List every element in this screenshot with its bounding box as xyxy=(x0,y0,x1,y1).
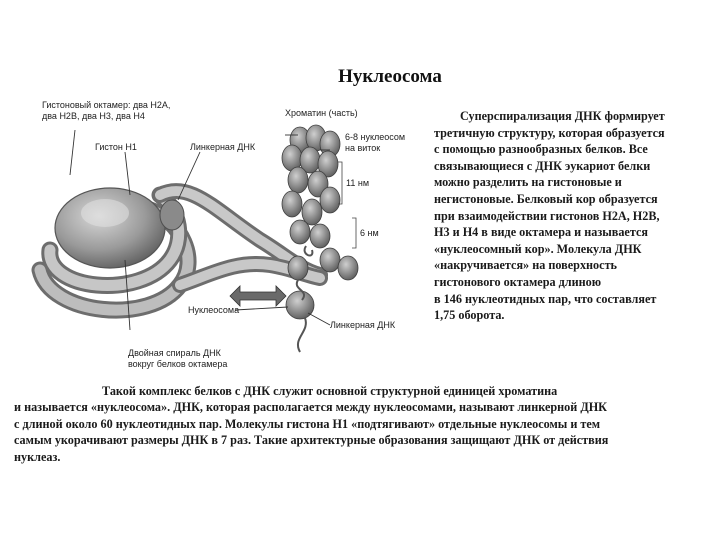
label-double-helix: Двойная спираль ДНК вокруг белков октамера xyxy=(128,348,228,369)
side-line: гистонового октамера длиною xyxy=(434,274,602,289)
side-line: при взаимодействии гистонов Н2А, Н2В, xyxy=(434,208,660,223)
label-linker-dna-bottom: Линкерная ДНК xyxy=(330,320,396,330)
side-line: в 146 нуклеотидных пар, что составляет xyxy=(434,291,657,306)
bottom-line: с длиной около 60 нуклеотидных пар. Молекулы гистона Н1 «подтягивают» отдельные нуклеосомы и тем xyxy=(14,416,601,431)
label-nucleosomes-per-turn: 6-8 нуклеосом на виток xyxy=(345,132,406,153)
bottom-line: нуклеаз. xyxy=(14,449,61,464)
side-line: 1,75 оборота. xyxy=(434,308,505,323)
chromatin-fiber xyxy=(282,125,358,352)
side-line: негистоновые. Белковый кор образуется xyxy=(434,191,658,206)
side-paragraph xyxy=(434,108,716,324)
bottom-paragraph xyxy=(14,383,714,465)
nucleosome-figure xyxy=(30,100,430,375)
side-line: можно разделить на гистоновые и xyxy=(434,175,622,190)
bottom-line: самым укорачивают размеры ДНК в 7 раз. Такие архитектурные образования защищают ДНК от действия xyxy=(14,433,609,448)
zoom-arrow xyxy=(230,286,286,306)
label-11nm: 11 нм xyxy=(346,178,370,188)
side-line: с помощью разнообразных белков. Все xyxy=(434,142,648,157)
page-title: Нуклеосома xyxy=(338,66,442,87)
label-histone-octamer: Гистоновый октамер: два Н2А, два Н2В, два Н3, два Н4 xyxy=(42,100,171,121)
side-line: Суперспирализация ДНК формирует xyxy=(460,109,665,123)
label-chromatin-part: Хроматин (часть) xyxy=(285,108,358,118)
side-line: «нуклеосомный кор». Молекула ДНК xyxy=(434,241,642,256)
label-6nm: 6 нм xyxy=(360,228,379,238)
bottom-line: Такой комплекс белков с ДНК служит основной структурной единицей хроматина xyxy=(102,384,558,398)
side-line: Н3 и Н4 в виде октамера и называется xyxy=(434,225,648,240)
side-line: третичную структуру, которая образуется xyxy=(434,125,665,140)
label-linker-dna-top: Линкерная ДНК xyxy=(190,142,256,152)
side-line: связывающиеся с ДНК эукариот белки xyxy=(434,158,651,173)
side-line: «накручивается» на поверхность xyxy=(434,258,617,273)
label-histone-h1: Гистон Н1 xyxy=(95,142,137,152)
bottom-line: и называется «нуклеосома». ДНК, которая располагается между нуклеосомами, называют линкерной ДНК xyxy=(14,400,608,415)
label-nucleosome: Нуклеосома xyxy=(188,305,240,315)
